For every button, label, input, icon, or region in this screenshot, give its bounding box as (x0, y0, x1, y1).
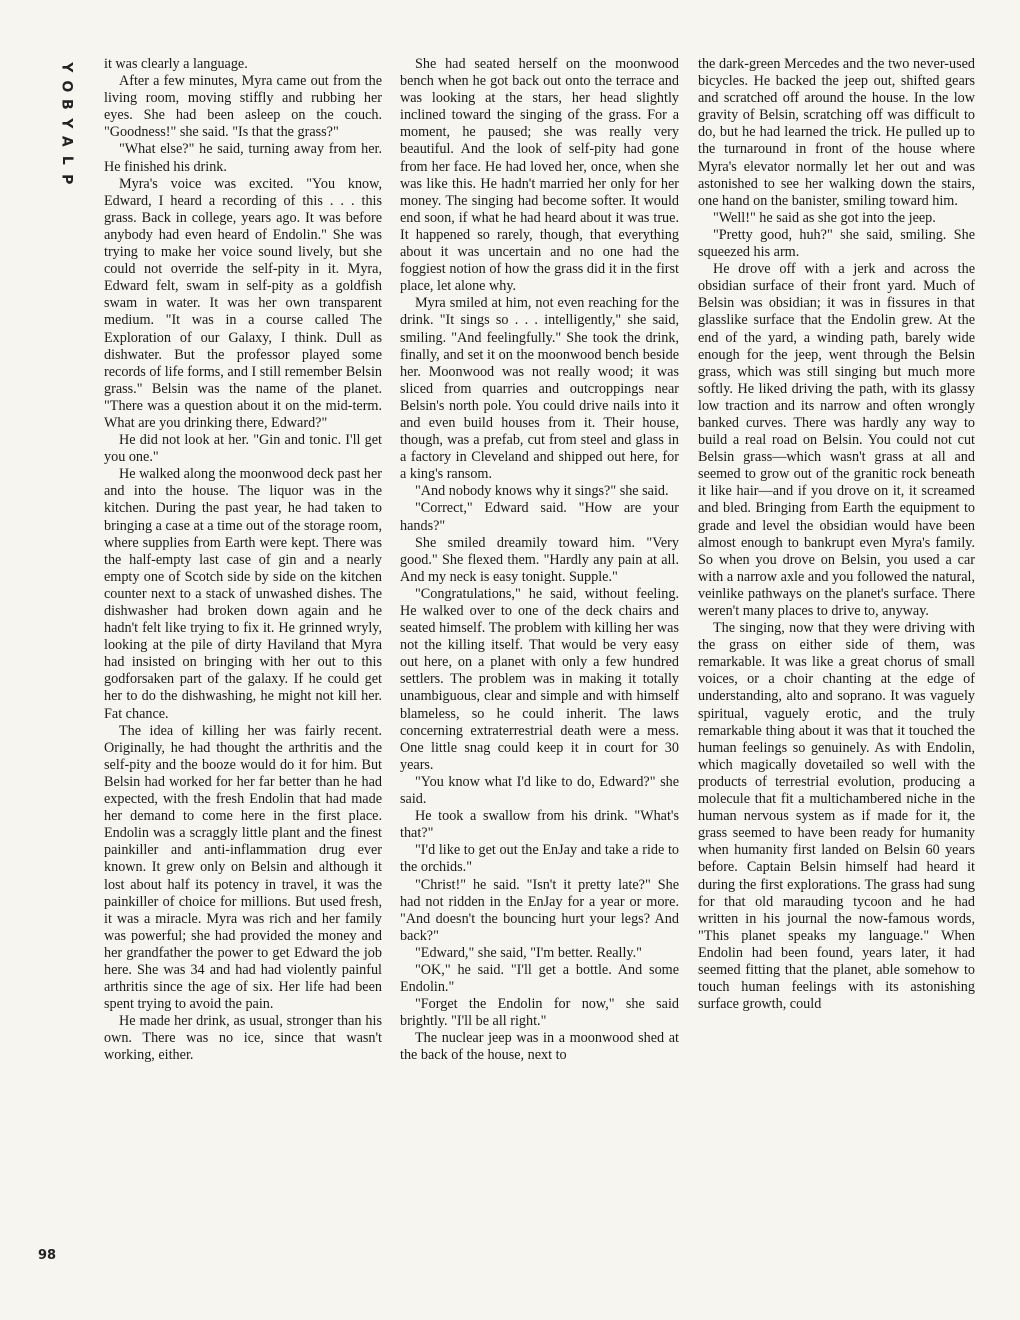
paragraph: "And nobody knows why it sings?" she said. (415, 483, 669, 500)
paragraph: "What else?" he said, turning away from her. He finished his drink. (104, 141, 382, 175)
paragraph: Myra smiled at him, not even reaching for the drink. "It sings so . . . intelligently," she said, smiling. "And feelingfully." She took the drink, finally, and set it on the moonwood bench beside her. Moonwood was not really wood; it was sliced from quarries and outcroppings near Belsin's north pole. You could drive nails into it and even build houses from it. Their house, though, was a prefab, cut from steel and glass in a factory in Cleveland and shipped out here, for a king's ransom. (400, 295, 679, 483)
paragraph: "Forget the Endolin for now," she said brightly. "I'll be all right." (400, 996, 679, 1030)
paragraph: She smiled dreamily toward him. "Very good." She flexed them. "Hardly any pain at all. And my neck is easy tonight. Supple." (400, 534, 679, 585)
text-column-1 (104, 56, 382, 1065)
paragraph: "Correct," Edward said. "How are your hands?" (400, 500, 679, 534)
paragraph: She had seated herself on the moonwood bench when he got back out onto the terrace and was looking at the stars, her head slightly inclined toward the singing of the grass. For a moment, he paused; she was really very beautiful. And the look of self-pity had gone from her face. He had loved her, once, when she was like this. He hadn't married her only for her money. The singing had become softer. It would end soon, if what he had heard about it was true. It happened so rarely, though, that everything about it was uncertain and no one had the foggiest notion of how the grass did it in the first place, let alone why. (400, 56, 679, 295)
masthead-letter: Y (58, 118, 75, 129)
text-column-3 (698, 56, 975, 1013)
masthead-letter: B (58, 99, 75, 110)
paragraph: He walked along the moonwood deck past her and into the house. The liquor was in the kitchen. During the past year, he had taken to bringing a case at a time out of the storage room, where supplies from Earth were kept. There was the half-empty last case of gin and a nearly empty one of Scotch side by side on the kitchen counter next to a stack of unwashed dishes. The dishwasher had broken down again and he hadn't felt like trying to fix it. He grinned wryly, looking at the pile of dirty Haviland that Myra had insisted on bringing with her out to this godforsaken part of the galaxy. If he could get her to do the dishwashing, he might not kill her. Fat chance. (104, 466, 382, 722)
paragraph: Myra's voice was excited. "You know, Edward, I heard a recording of this . . . this grass. Back in college, years ago. It was before anybody had even heard of Endolin." She was trying to make her voice sound lively, but she could not override the self-pity in it. Myra, Edward felt, swam in self-pity as a goldfish swam in water. It was her own transparent medium. "It was in a course called The Exploration of our Galaxy, I think. Dull as dishwater. But the professor played some records of life forms, and I still remember Belsin grass." Belsin was the name of the planet. "There was a question about it on the mid-term. What are you drinking there, Edward?" (104, 175, 382, 431)
paragraph: He took a swallow from his drink. "What's that?" (400, 808, 679, 842)
paragraph: The singing, now that they were driving with the grass on either side of them, was remarkable. It was like a great chorus of small voices, or a choir chanting at the edge of understanding, alto and soprano. It was vaguely spiritual, vaguely erotic, and the truly remarkable thing about it was that it touched the human feelings so genuinely. As with Endolin, which magically dovetailed so well with the products of terrestrial evolution, producing a molecule that fit a multichambered niche in the human nervous system as if made for it, the grass seemed to have been ready for humanity when humanity first landed on Belsin 60 years before. Captain Belsin himself had heard it during the first explorations. The grass had sung for that old marauding tycoon and he had written in his journal the now-famous words, "This planet speaks my language." When Endolin had been found, years later, it had seemed fitting that the planet, able somehow to touch human feelings with its astonishing surface growth, could (698, 620, 975, 1013)
paragraph: After a few minutes, Myra came out from the living room, moving stiffly and rubbing her eyes. She had been asleep on the couch. "Goodness!" she said. "Is that the grass?" (104, 73, 382, 141)
paragraph: the dark-green Mercedes and the two never-used bicycles. He backed the jeep out, shifted gears and scratched off around the house. In the low gravity of Belsin, scratching off was difficult to do, but he had learned the trick. He pulled up to the turnaround in front of the house where Myra's elevator normally let her out and was astonished to see her walking down the stairs, one hand on the banister, smiling toward him. (698, 56, 975, 209)
masthead-letter: Y (58, 62, 75, 73)
paragraph: "OK," he said. "I'll get a bottle. And some Endolin." (400, 961, 679, 996)
paragraph: it was clearly a language. (104, 56, 248, 72)
paragraph: "Well!" he said as she got into the jeep. (713, 209, 936, 226)
paragraph: He did not look at her. "Gin and tonic. I'll get you one." (104, 432, 382, 466)
paragraph: "You know what I'd like to do, Edward?" she said. (400, 773, 679, 808)
magazine-masthead-vertical (50, 58, 78, 188)
paragraph: "Edward," she said, "I'm better. Really." (415, 944, 642, 961)
paragraph: "Congratulations," he said, without feeling. He walked over to one of the deck chairs and seated himself. The problem with killing her was not the killing itself. That would be very easy out here, on a planet with only a few hundred settlers. The problem was in making it totally unambiguous, clear and simple and with himself blameless, so he could inherit. The laws concerning extraterrestrial death were a mess. One little snag could keep it in court for 30 years. (400, 585, 679, 773)
text-column-2 (400, 56, 679, 1065)
masthead-letter: L (58, 155, 75, 165)
masthead-letter: O (58, 79, 75, 92)
page-number: 98 (38, 1248, 57, 1263)
paragraph: "Christ!" he said. "Isn't it pretty late?" She had not ridden in the EnJay for a year or more. "And doesn't the bouncing hurt your legs? And back?" (400, 876, 679, 944)
paragraph: The idea of killing her was fairly recent. Originally, he had thought the arthritis and the self-pity and the booze would do it for him. But Belsin had worked for her far better than he had expected, with the fresh Endolin that had made her demand to come here in the first place. Endolin was a scraggly little plant and the finest painkiller and anti-inflammation drug ever known. It grew only on Belsin and although it lost about half its potency in travel, it was the painkiller of choice for millions. But used fresh, it was a miracle. Myra was rich and her family was powerful; she had provided the money and her grandfather the power to get Edward the job here. She was 34 and had had violently painful arthritis since the age of six. Her life had been spent trying to avoid the pain. (104, 722, 382, 1013)
paragraph: He made her drink, as usual, stronger than his own. There was no ice, since that wasn't working, either. (104, 1013, 382, 1064)
paragraph: The nuclear jeep was in a moonwood shed at the back of the house, next to (400, 1030, 679, 1064)
paragraph: "I'd like to get out the EnJay and take a ride to the orchids." (400, 842, 679, 876)
paragraph: "Pretty good, huh?" she said, smiling. She squeezed his arm. (698, 226, 975, 261)
masthead-letter: P (58, 173, 75, 184)
masthead-letter: A (58, 136, 75, 148)
paragraph: He drove off with a jerk and across the obsidian surface of their front yard. Much of Belsin was obsidian; it was in fissures in that glasslike surface that the Endolin grew. At the end of the yard, a winding path, barely wide enough for the jeep, went through the Belsin grass, which was still singing but much more softly. He liked driving the path, with its glassy low traction and its narrow and often wrongly banked curves. There was hardly any way to build a real road on Belsin. You could not cut Belsin grass—which wasn't grass at all and seemed to grow out of the granitic rock beneath it like hair—and if you drove on it, it screamed and bled. Bringing from Earth the equipment to grade and level the obsidian would have been almost enough to bankrupt even Myra's family. So when you drove on Belsin, you used a car with a narrow axle and you followed the natural, veinlike pathways on the planet's surface. There weren't many places to drive to, anyway. (698, 261, 975, 619)
